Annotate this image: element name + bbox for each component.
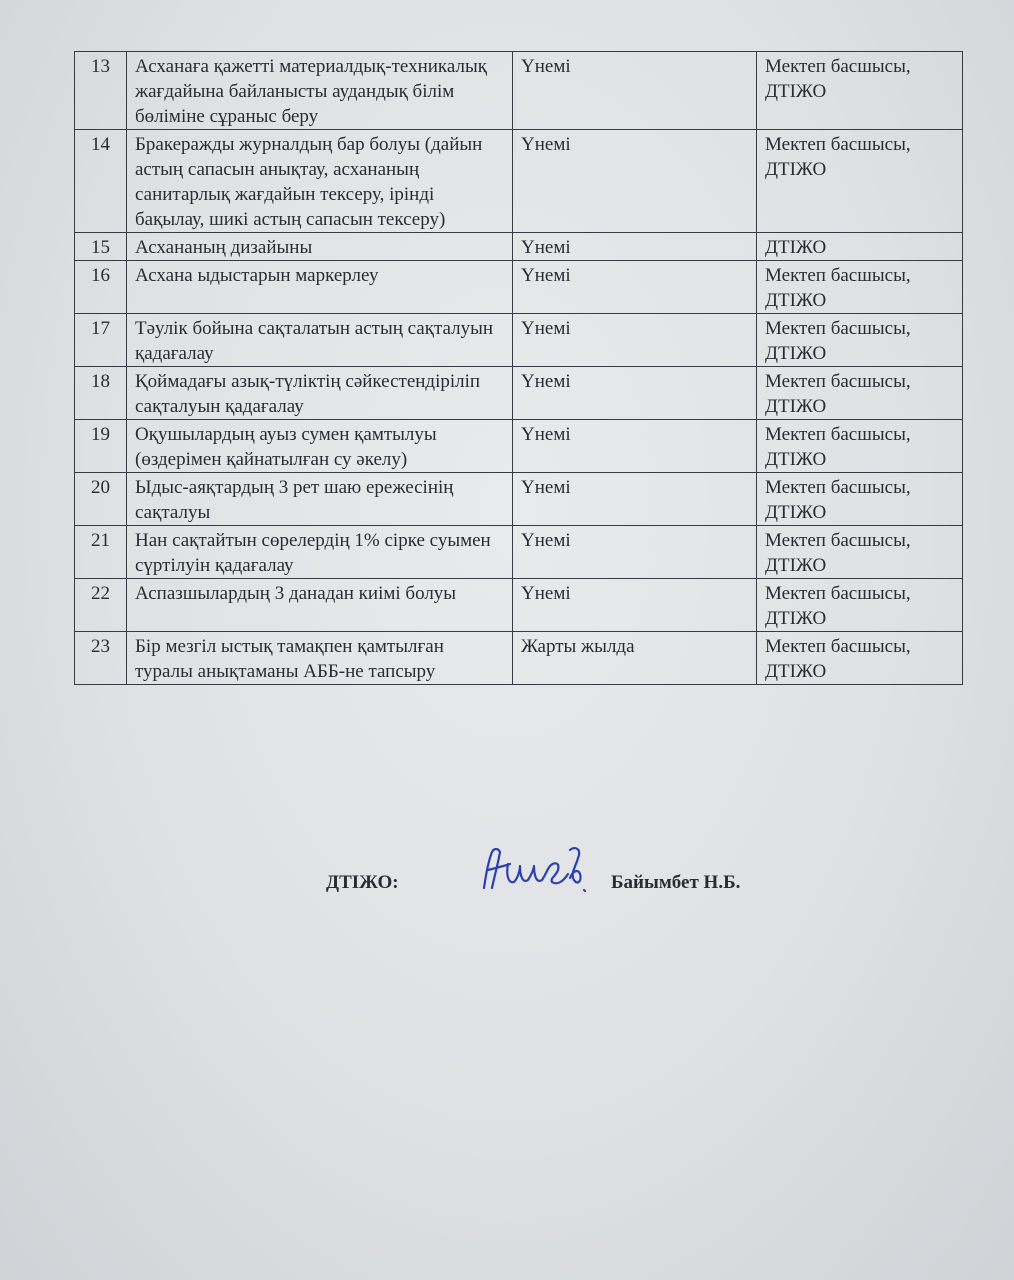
row-number: 15 [75,233,127,261]
table-row [75,367,963,420]
table-row [75,579,963,632]
signer-name: Байымбет Н.Б. [611,872,741,893]
frequency: Үнемі [513,367,757,420]
row-number: 18 [75,367,127,420]
table-row [75,526,963,579]
task-description: Бракеражды журналдың бар болуы (дайын астың сапасын анықтау, асхананың санитарлық жағдайын тексеру, ірінді бақылау, шикі астың сапасын тексеру) [127,130,513,233]
table-row [75,261,963,314]
row-number: 17 [75,314,127,367]
task-description: Ыдыс-аяқтардың 3 рет шаю ережесінің сақталуы [127,473,513,526]
responsible: Мектеп басшысы, ДТІЖО [757,526,963,579]
responsible: Мектеп басшысы, ДТІЖО [757,632,963,685]
responsible: Мектеп басшысы, ДТІЖО [757,52,963,130]
responsible: Мектеп басшысы, ДТІЖО [757,130,963,233]
table-row [75,52,963,130]
frequency: Үнемі [513,130,757,233]
signature-image [478,844,598,905]
responsible: Мектеп басшысы, ДТІЖО [757,314,963,367]
frequency: Үнемі [513,233,757,261]
table-row [75,420,963,473]
task-description: Қоймадағы азық-түліктің сәйкестендіріліп сақталуын қадағалау [127,367,513,420]
task-description: Асханаға қажетті материалдық-техникалық жағдайына байланысты аудандық білім бөліміне сұраныс беру [127,52,513,130]
row-number: 22 [75,579,127,632]
responsible: Мектеп басшысы, ДТІЖО [757,261,963,314]
task-description: Нан сақтайтын сөрелердің 1% сірке суымен сүртілуін қадағалау [127,526,513,579]
responsible: Мектеп басшысы, ДТІЖО [757,473,963,526]
frequency: Жарты жылда [513,632,757,685]
frequency: Үнемі [513,526,757,579]
signer-role: ДТІЖО: [326,872,399,893]
frequency: Үнемі [513,261,757,314]
table-row [75,473,963,526]
task-description: Бір мезгіл ыстық тамақпен қамтылған туралы анықтаманы АББ-не тапсыру [127,632,513,685]
table-row [75,130,963,233]
frequency: Үнемі [513,52,757,130]
row-number: 14 [75,130,127,233]
responsible: ДТІЖО [757,233,963,261]
task-description: Тәулік бойына сақталатын астың сақталуын қадағалау [127,314,513,367]
table-row [75,632,963,685]
responsible: Мектеп басшысы, ДТІЖО [757,579,963,632]
task-description: Асхананың дизайыны [127,233,513,261]
responsible: Мектеп басшысы, ДТІЖО [757,420,963,473]
row-number: 20 [75,473,127,526]
table-row [75,314,963,367]
plan-table [74,51,963,685]
row-number: 13 [75,52,127,130]
signature-block [0,872,1014,912]
row-number: 19 [75,420,127,473]
frequency: Үнемі [513,420,757,473]
frequency: Үнемі [513,314,757,367]
task-description: Аспазшылардың 3 данадан киімі болуы [127,579,513,632]
task-description: Асхана ыдыстарын маркерлеу [127,261,513,314]
row-number: 23 [75,632,127,685]
row-number: 16 [75,261,127,314]
row-number: 21 [75,526,127,579]
frequency: Үнемі [513,473,757,526]
frequency: Үнемі [513,579,757,632]
responsible: Мектеп басшысы, ДТІЖО [757,367,963,420]
plan-table-body [75,52,963,685]
table-row [75,233,963,261]
task-description: Оқушылардың ауыз сумен қамтылуы (өздерімен қайнатылған су әкелу) [127,420,513,473]
